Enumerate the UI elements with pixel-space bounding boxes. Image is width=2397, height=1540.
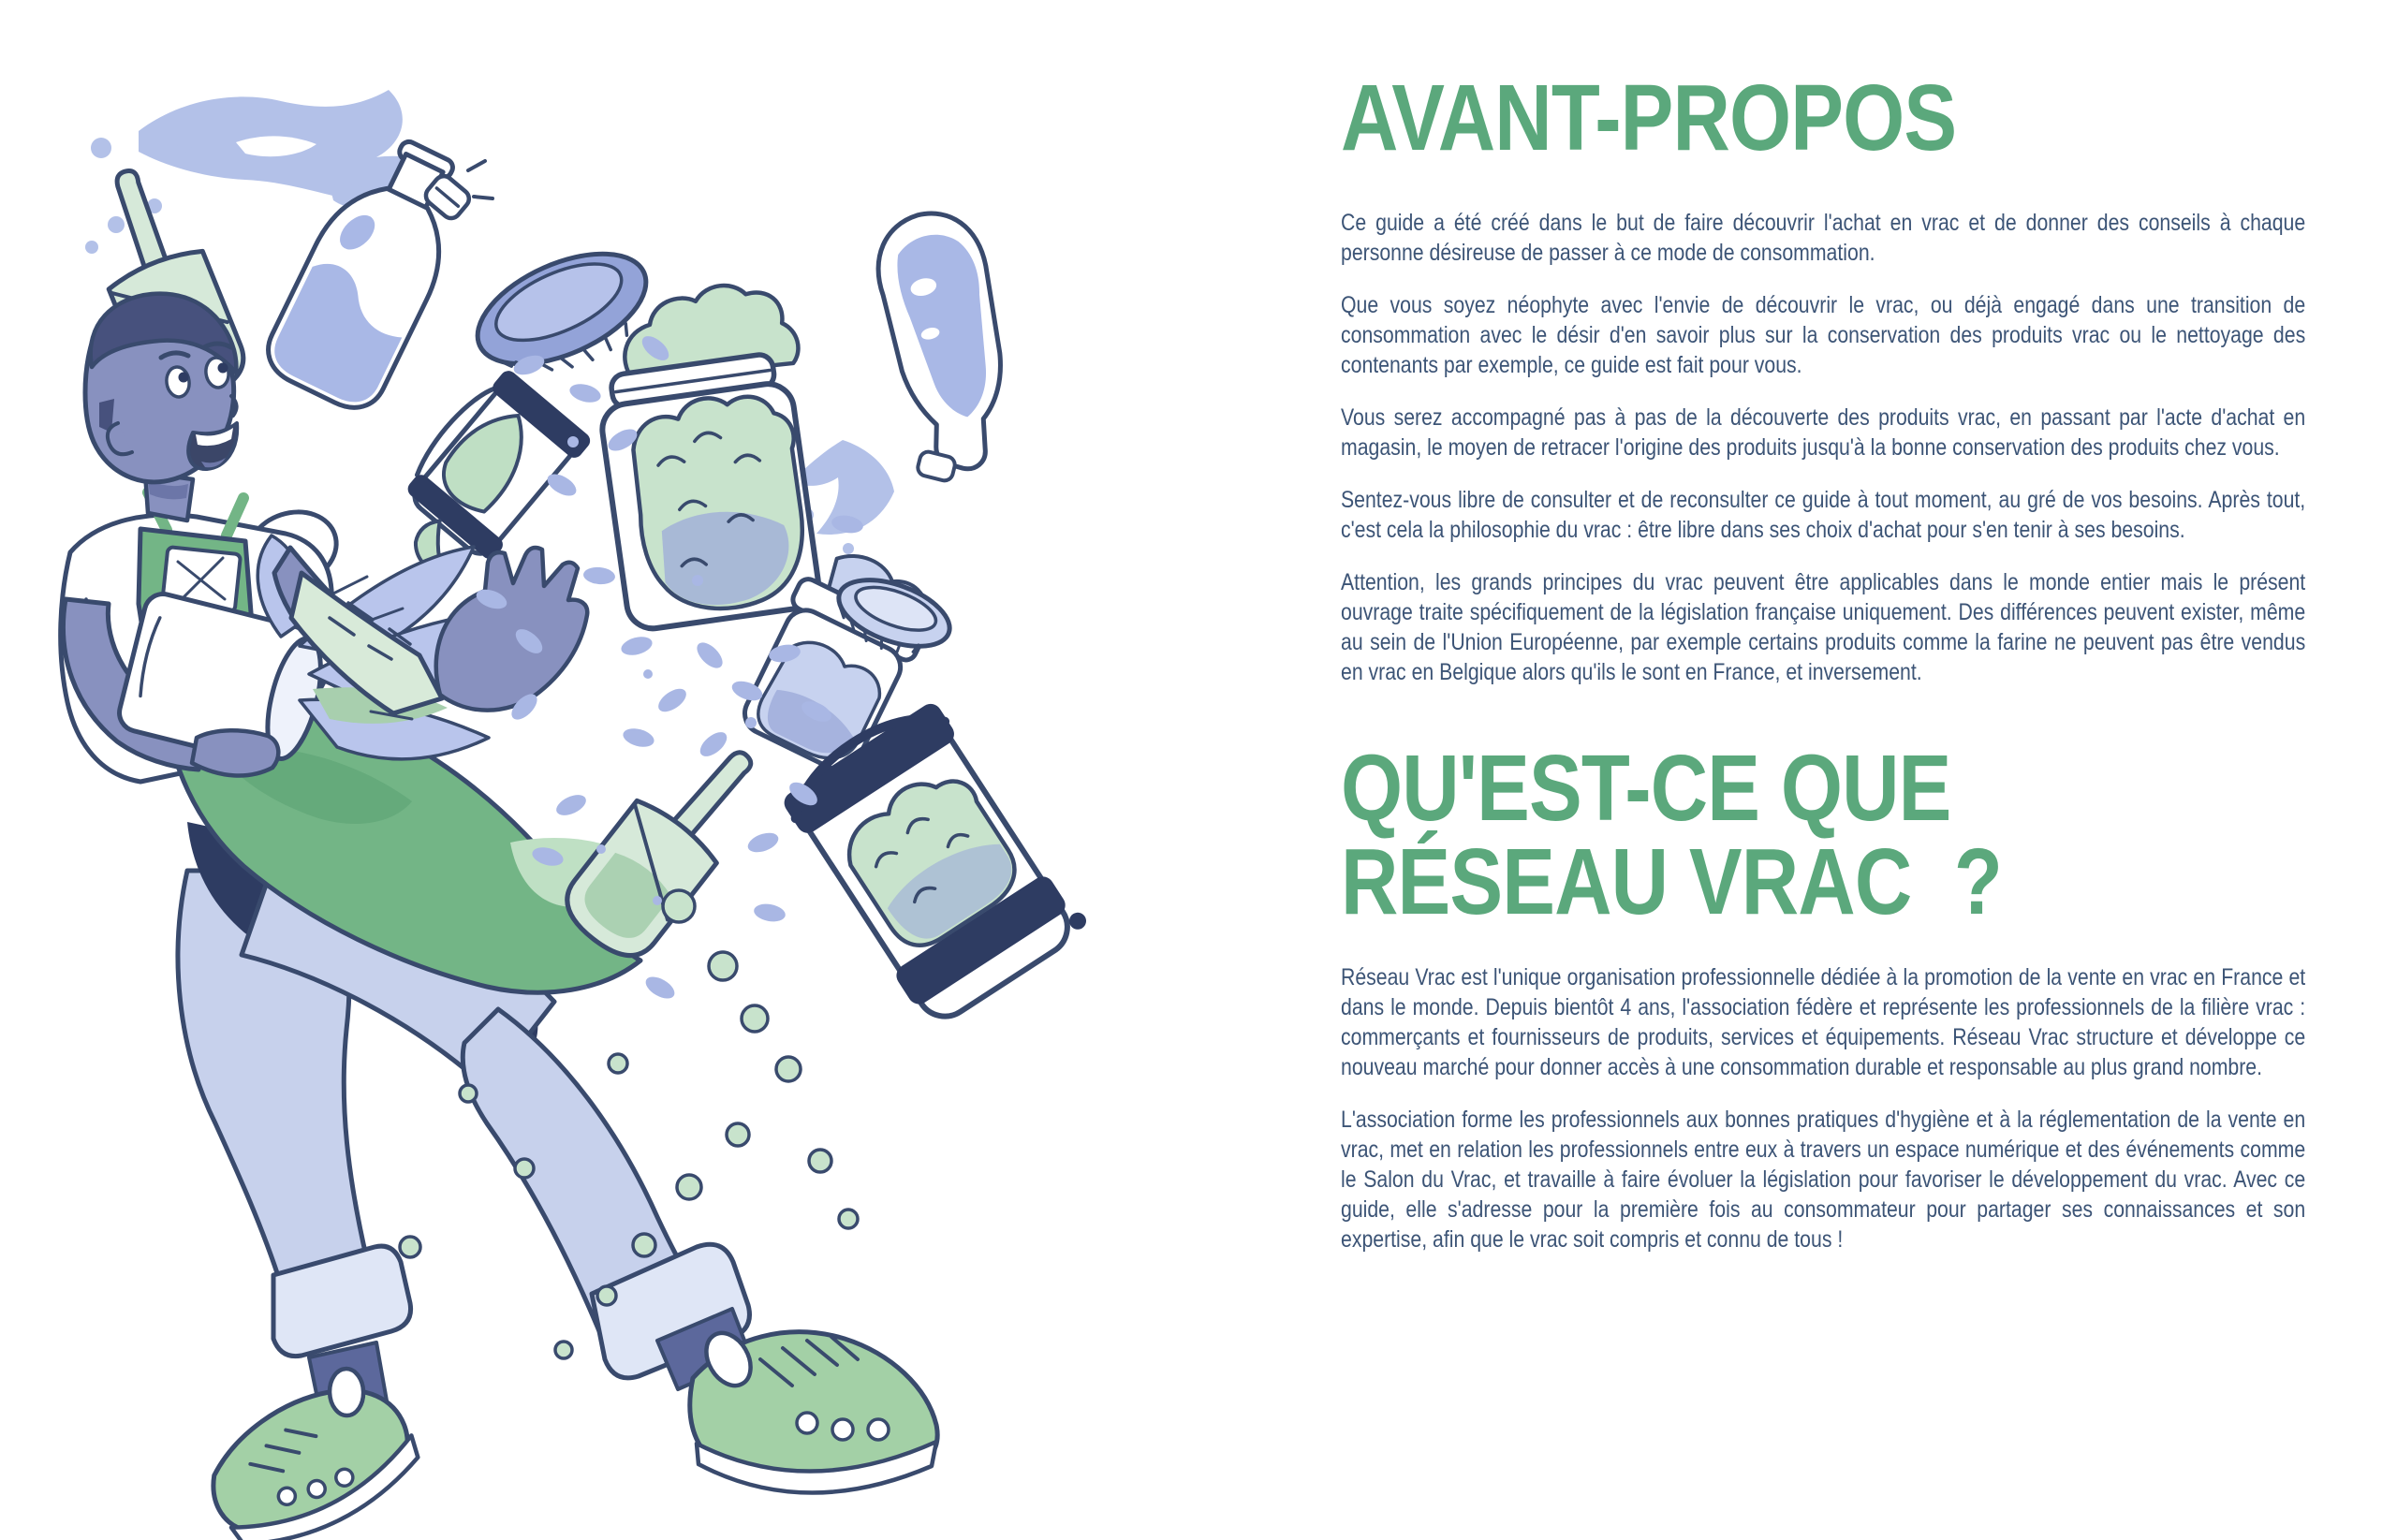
paragraph: Attention, les grands principes du vrac peuvent être applicables dans le monde entier mais le présent ouvrage traite spécifiquement de la législation française uniquement. Des différences peuvent exister, même au sein de l'Union Européenne, par exemple certains produits comme la farine ne peuvent pas être vendus en vrac en Belgique alors qu'ils le sont en France, et inversement. — [1341, 569, 2306, 685]
section-reseau-vrac — [1341, 736, 2306, 1254]
text-column — [1341, 66, 2306, 1254]
sneaker-left — [184, 1350, 431, 1540]
avant-propos-title: AVANT-PROPOS — [1341, 66, 1957, 170]
paragraph: Vous serez accompagné pas à pas de la découverte des produits vrac, en passant par l'acte d'achat en magasin, le moyen de retracer l'origine des produits jusqu'à la bonne conservation des produits chez vous. — [1341, 404, 2306, 461]
paragraph: Que vous soyez néophyte avec l'envie de découvrir le vrac, ou déjà engagé dans une transition de consommation avec le désir d'en savoir plus sur la conservation des produits vrac ou le nettoyage des contenants par exemple, ce guide est fait pour vous. — [1341, 292, 2306, 378]
man-head — [85, 294, 237, 482]
mason-jar-large — [584, 276, 834, 632]
sneaker-right — [690, 1326, 937, 1493]
paragraph: Sentez-vous libre de consulter et de reconsulter ce guide à tout moment, au gré de vos besoins. Après tout, c'est cela la philosophie du vrac : être libre dans ses choix d'achat pour s'en tenir à ses besoins. — [1341, 487, 2306, 543]
bottle-top-right — [791, 202, 1035, 554]
paragraph: Ce guide a été créé dans le but de faire découvrir l'achat en vrac et de donner des conseils à chaque personne désireuse de passer à ce mode de consommation. — [1341, 210, 2306, 266]
title-line-2: RÉSEAU VRAC ? — [1341, 829, 2002, 934]
reseau-vrac-title — [1341, 736, 2305, 934]
paragraph: L'association forme les professionnels aux bonnes pratiques d'hygiène et à la réglementation de la vente en vrac, met en relation les professionnels entre eux à travers un espace numérique et des événements comme le Salon du Vrac, et travaille à faire évoluer la législation pour favoriser le développement du vrac. Avec ce guide, elle s'adresse pour la première fois au consommateur pour partager ses connaissances et son expertise, afin que le vrac soit compris et connu de tous ! — [1341, 1107, 2306, 1253]
paragraph: Réseau Vrac est l'unique organisation professionnelle dédiée à la promotion de la vente en vrac en France et dans le monde. Depuis bientôt 4 ans, l'association fédère et représente les professionnels de la filière vrac : commerçants et fournisseurs de produits, services et équipements. Réseau Vrac structure et développe ce nouveau marché pour donner accès à une consommation durable et responsable au plus grand nombre. — [1341, 964, 2306, 1080]
section-avant-propos — [1341, 66, 2306, 687]
title-line-1: QU'EST-CE QUE — [1341, 736, 1951, 841]
illustration-svg — [0, 0, 1096, 1540]
bulk-shop-juggler-illustration — [0, 0, 1096, 1540]
